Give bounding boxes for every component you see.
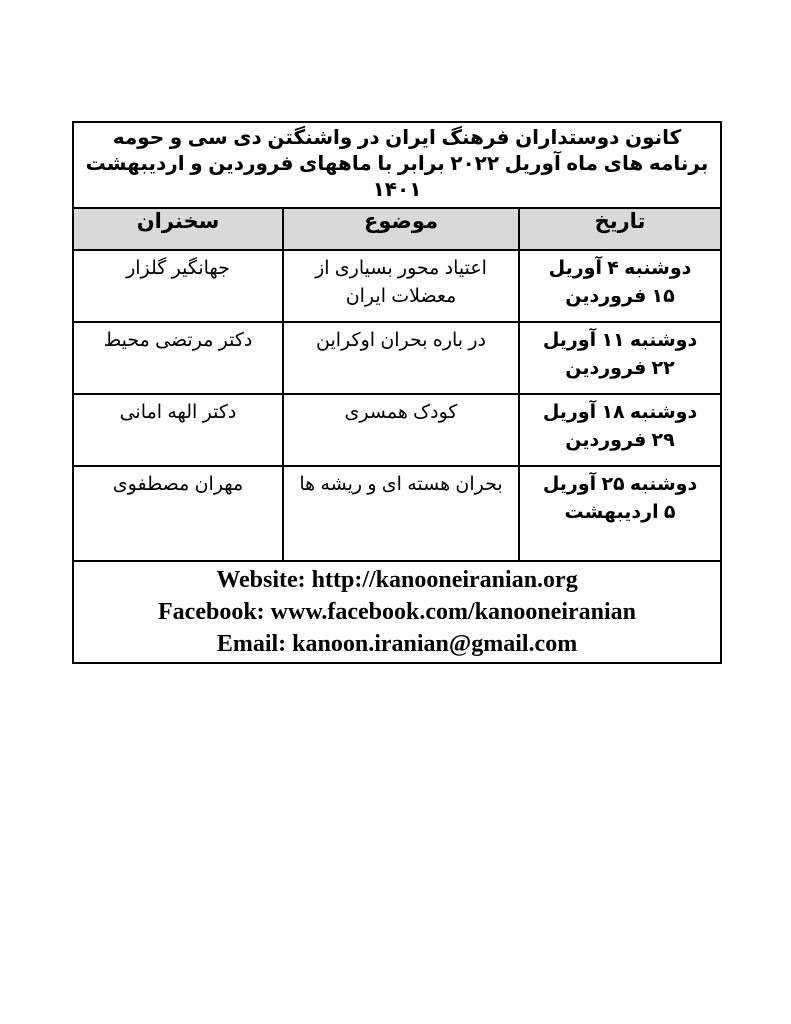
topic-cell: بحران هسته ای و ریشه ها xyxy=(283,466,519,561)
topic-cell: اعتیاد محور بسیاری از معضلات ایران xyxy=(283,250,519,322)
date-persian: ۵ اردیبهشت xyxy=(564,502,676,523)
topic-cell: در باره بحران اوکراین xyxy=(283,322,519,394)
date-gregorian: دوشنبه ۴ آوریل xyxy=(548,258,692,279)
date-persian: ۱۵ فروردین xyxy=(565,286,675,307)
date-cell xyxy=(519,394,721,466)
contact-info xyxy=(73,561,721,663)
table-title xyxy=(73,122,721,208)
date-cell xyxy=(519,322,721,394)
header-date: تاریخ xyxy=(519,208,721,250)
email-link[interactable]: Email: kanoon.iranian@gmail.com xyxy=(216,631,578,657)
speaker-cell: دکتر الهه امانی xyxy=(73,394,283,466)
table-row xyxy=(73,394,721,466)
speaker-cell: دکتر مرتضی محیط xyxy=(73,322,283,394)
program-table xyxy=(72,121,722,664)
date-gregorian: دوشنبه ۲۵ آوریل xyxy=(542,474,698,495)
date-cell xyxy=(519,466,721,561)
table-row xyxy=(73,250,721,322)
date-gregorian: دوشنبه ۱۱ آوریل xyxy=(542,330,698,351)
title-row xyxy=(73,122,721,208)
header-topic: موضوع xyxy=(283,208,519,250)
date-persian: ۲۲ فروردین xyxy=(565,358,675,379)
table-row xyxy=(73,466,721,561)
topic-cell: کودک همسری xyxy=(283,394,519,466)
facebook-link[interactable]: Facebook: www.facebook.com/kanooneiranian xyxy=(158,599,637,625)
program-document xyxy=(72,121,720,664)
speaker-cell: مهران مصطفوی xyxy=(73,466,283,561)
title-line-2: برنامه های ماه آوریل ۲۰۲۲ برابر با ماههای فروردین و اردیبهشت xyxy=(85,153,709,175)
footer-row xyxy=(73,561,721,663)
date-gregorian: دوشنبه ۱۸ آوریل xyxy=(542,402,698,423)
table-row xyxy=(73,322,721,394)
header-speakers: سخنران xyxy=(73,208,283,250)
title-line-1: کانون دوستداران فرهنگ ایران در واشنگتن دی سی و حومه xyxy=(112,127,682,149)
header-row xyxy=(73,208,721,250)
date-persian: ۲۹ فروردین xyxy=(565,430,675,451)
website-link[interactable]: Website: http://kanooneiranian.org xyxy=(216,567,578,593)
date-cell xyxy=(519,250,721,322)
title-line-3: ۱۴۰۱ xyxy=(372,179,422,201)
speaker-cell: جهانگیر گلزار xyxy=(73,250,283,322)
